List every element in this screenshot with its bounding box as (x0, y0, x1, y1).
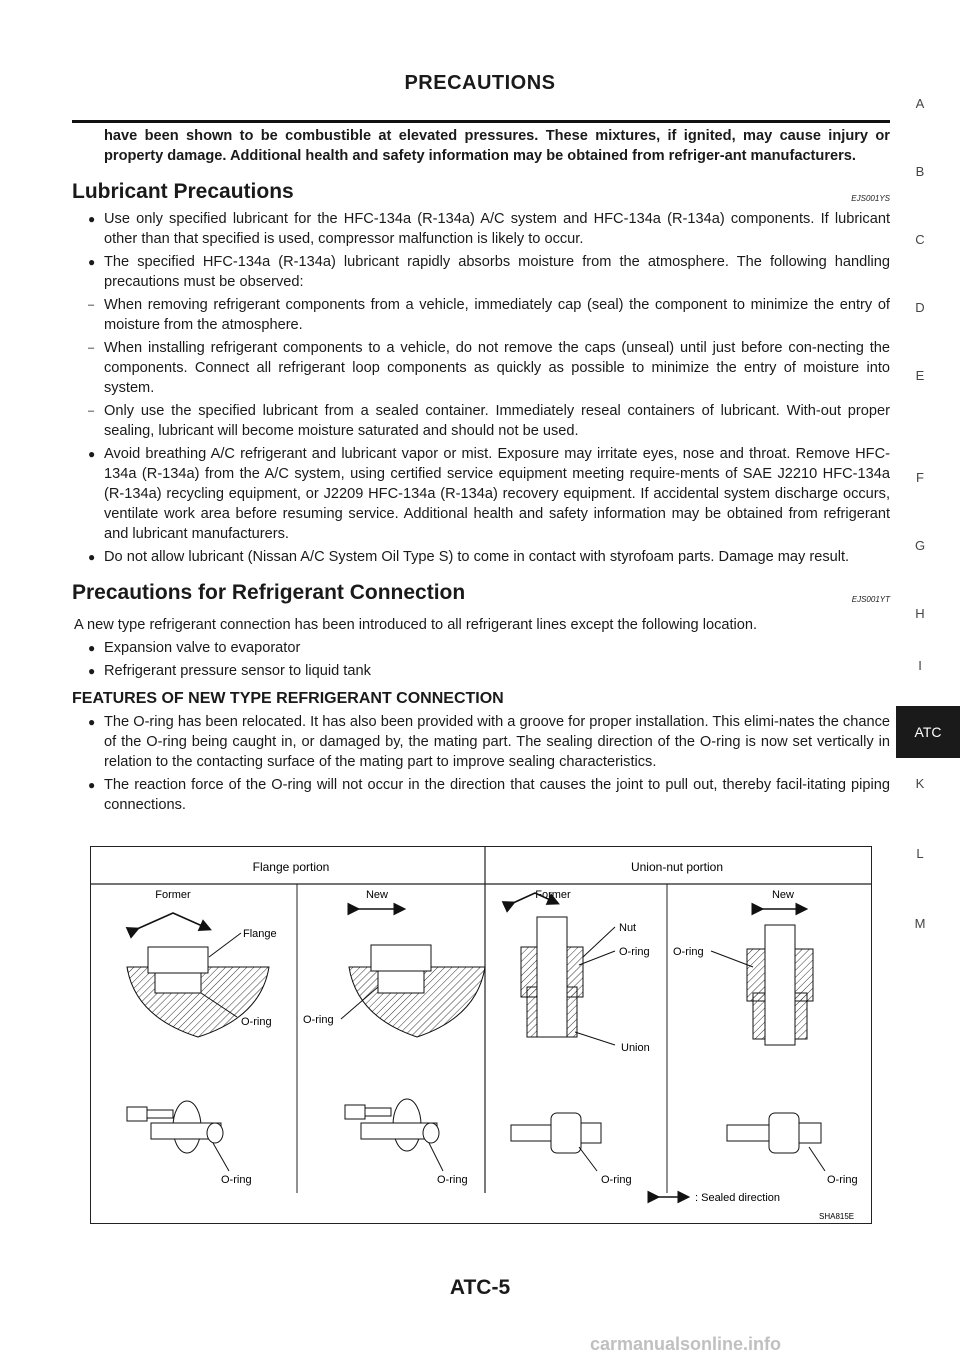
connection-section-code: EJS001YT (851, 595, 890, 604)
bullet-icon: ● (88, 255, 96, 269)
watermark: carmanualsonline.info (590, 1334, 782, 1354)
connection-section-heading (72, 579, 890, 607)
side-index-m[interactable]: M (914, 916, 926, 931)
sealed-direction-arrow-flange-former (137, 913, 209, 929)
side-index-h[interactable]: H (915, 606, 925, 621)
side-index-c[interactable]: C (915, 232, 925, 247)
flange-former-bolt-drawing (127, 1101, 229, 1171)
lubricant-subitem-1: – When removing refrigerant components from a vehicle, immediately cap (seal) the component to minimize the entry of moisture from the atmosphere. (88, 297, 890, 333)
side-index-k[interactable]: K (915, 776, 925, 791)
continued-warning-text: have been shown to be combustible at elevated pressures. These mixtures, if ignited, may cause injury or property damage. Additional health and safety information may be obtained from refriger-ant manufacturers. (104, 128, 890, 164)
dash-icon: – (88, 299, 95, 311)
side-index-l[interactable]: L (916, 846, 924, 861)
union-new-fitting-oring-label: O-ring (827, 1174, 858, 1186)
union-former-oring-label: O-ring (619, 946, 650, 958)
flange-former-bolt-oring-label: O-ring (221, 1174, 252, 1186)
flange-new-label: New (365, 889, 389, 901)
side-index-g[interactable]: G (914, 538, 926, 553)
flange-portion-label: Flange portion (252, 860, 330, 874)
side-index-d[interactable]: D (915, 300, 925, 315)
features-subheading: FEATURES OF NEW TYPE REFRIGERANT CONNECTION (72, 690, 504, 707)
union-nut-portion-label: Union-nut portion (630, 860, 724, 874)
lubricant-section-title: Lubricant Precautions (72, 180, 294, 203)
figure-code: SHA815E (819, 1212, 855, 1221)
side-index-a[interactable]: A (915, 96, 925, 111)
side-index-f[interactable]: F (916, 470, 924, 485)
union-former-tube (537, 917, 567, 1037)
union-former-union-label: Union (621, 1042, 650, 1054)
connection-diagram (90, 846, 872, 1224)
connection-intro: A new type refrigerant connection has been introduced to all refrigerant lines except the following location. (74, 617, 758, 633)
union-new-fitting-drawing (727, 1113, 825, 1171)
flange-former-oring-label: O-ring (241, 1016, 272, 1028)
connection-section-title: Precautions for Refrigerant Connection (72, 581, 466, 604)
lubricant-subitem-2: – When installing refrigerant components to a vehicle, do not remove the caps (unseal) until just before con-necting the components. Connect all refrigerant loop components as quickly as possible to minimize the entry of moisture into system. (88, 340, 890, 396)
main-content (72, 126, 890, 815)
flange-new-fitting (371, 945, 431, 971)
bullet-icon: ● (88, 641, 96, 655)
sealed-direction-legend-label: : Sealed direction (695, 1192, 780, 1204)
flange-new-bolt-drawing (345, 1099, 443, 1171)
lubricant-item-3: ● Avoid breathing A/C refrigerant and lubricant vapor or mist. Exposure may irritate eyes, nose and throat. Remove HFC-134a (R-134a) from the A/C system, using certified service equipment meeting require-ments of SAE J2210 HFC-134a (R-134a) recycling equipment, or J2209 HFC-134a (R-134a) recovery equipment. If accidental system discharge occurs, ventilate work area before resuming service. Additional health and safety information may be obtained from refrigerant and lubricant manufacturers. (88, 446, 890, 542)
connection-diagram-svg (91, 847, 871, 1223)
union-new-oring-label: O-ring (673, 946, 704, 958)
lubricant-subitem-3: – Only use the specified lubricant from a sealed container. Immediately reseal containers of lubricant. With-out proper sealing, lubricant will become moisture saturated and should not be used. (88, 403, 890, 439)
union-former-fitting-oring-label: O-ring (601, 1174, 632, 1186)
lubricant-section-heading (72, 178, 890, 206)
flange-former-fitting (148, 947, 208, 973)
lubricant-item-2: ● The specified HFC-134a (R-134a) lubricant rapidly absorbs moisture from the atmosphere. The following handling precautions must be observed: (88, 254, 890, 290)
flange-new-oring-label: O-ring (303, 1014, 334, 1026)
side-index-e[interactable]: E (915, 368, 925, 383)
bullet-icon: ● (88, 664, 96, 678)
location-item-1: ● Expansion valve to evaporator (88, 640, 301, 656)
flange-former-label: Former (155, 889, 191, 901)
bullet-icon: ● (88, 447, 96, 461)
feature-item-2: ● The reaction force of the O-ring will not occur in the direction that causes the joint to pull out, thereby facil-itating piping connections. (88, 777, 890, 813)
side-index-b[interactable]: B (915, 164, 925, 179)
union-former-nut-label: Nut (619, 922, 637, 934)
bullet-icon: ● (88, 778, 96, 792)
union-former-label: Former (535, 889, 571, 901)
page-number: ATC-5 (449, 1276, 511, 1299)
bullet-icon: ● (88, 715, 96, 729)
lubricant-section-code: EJS001YS (851, 194, 890, 203)
dash-icon: – (88, 342, 95, 354)
side-index-i[interactable]: I (918, 658, 922, 673)
lubricant-item-4: ● Do not allow lubricant (Nissan A/C System Oil Type S) to come in contact with styrofoam parts. Damage may result. (88, 549, 850, 565)
feature-item-1: ● The O-ring has been relocated. It has also been provided with a groove for proper installation. This elimi-nates the chance of the O-ring being caught in, or damaged by, the mating part. The sealing direction of the O-ring is now set vertically in relation to the contacting surface of the mating part to improve sealing characteristics. (88, 714, 890, 770)
union-former-fitting-drawing (511, 1113, 601, 1171)
union-new-label: New (771, 889, 795, 901)
side-index-atc-active[interactable]: ATC (896, 706, 960, 758)
union-new-tube (765, 925, 795, 1045)
bullet-icon: ● (88, 550, 96, 564)
lubricant-item-1: ● Use only specified lubricant for the HFC-134a (R-134a) A/C system and HFC-134a (R-134a) components. If lubricant other than that specified is used, compressor malfunction is likely to occur. (88, 211, 890, 247)
bullet-icon: ● (88, 212, 96, 226)
dash-icon: – (88, 405, 95, 417)
flange-new-bolt-oring-label: O-ring (437, 1174, 468, 1186)
location-item-2: ● Refrigerant pressure sensor to liquid tank (88, 663, 371, 679)
header-rule (72, 120, 890, 123)
page-header-title: PRECAUTIONS (404, 72, 556, 94)
flange-former-flange-label: Flange (243, 928, 277, 940)
